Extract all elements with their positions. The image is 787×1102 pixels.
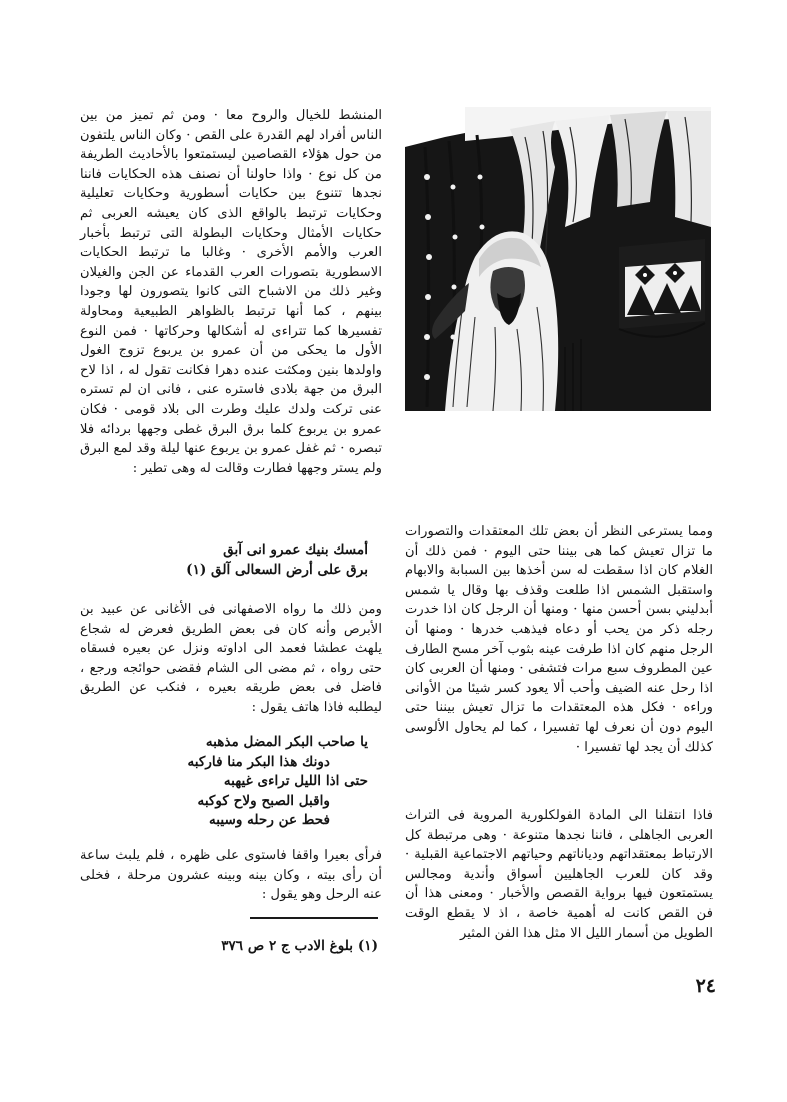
left-column-lower — [80, 600, 382, 718]
poem-1-line-2: برق على أرض السعالى آلق (١) — [186, 561, 368, 578]
footnote: (١) بلوغ الادب ج ٢ ص ٣٧٦ — [221, 938, 378, 954]
poem-2-line-1: يا صاحب البكر المضل مذهبه — [205, 734, 368, 750]
poem-1-line-1: أمسك بنيك عمرو انى آبق — [223, 542, 368, 558]
poem-2-line-2: دونك هذا البكر منا فاركبه — [187, 753, 330, 770]
footnote-divider — [250, 917, 378, 919]
right-column-lower — [405, 806, 713, 943]
poem-2-line-3: حتى اذا الليل تراءى غيهبه — [223, 773, 368, 789]
page-number: ٢٤ — [695, 975, 716, 997]
left-column — [80, 106, 382, 478]
poem-2-line-5: فحط عن رحله وسيبه — [208, 812, 330, 828]
right-column — [405, 522, 713, 757]
poem-2 — [100, 733, 368, 831]
right-paragraph-1: ومما يسترعى النظر أن بعض تلك المعتقدات والتصورات ما تزال تعيش كما هى بيننا حتى اليوم · فمن ذلك أن الغلام كان اذا سقطت له سن أخذها بين السبابة والابهام واستقبل الشمس اذا طلعت وقذف بها وقال يا شمس أبدليني بسن أحسن منها · ومنها أن الرجل كان اذا خدرت رجله ذكر من يحب أو دعاه فيذهب خدرها · ومنها أن الرجل منهم كان اذا طرفت عينه بثوب آخر مسح الطارف عين المطروف سبع مرات فتشفى · ومنها أن العربى كان اذا رحل عنه الضيف وأحب ألا يعود كسر شيئا من الأوانى وراءه · فكل هذه المعتقدات ما تزال تعيش بيننا حتى اليوم دون أن نعرف لها تفسيرا ، كما لم يحاول الألوسى كذلك أن يجد لها تفسيرا · — [405, 524, 713, 755]
left-paragraph-3: فرأى بعيرا واقفا فاستوى على ظهره ، فلم يلبث ساعة أن رأى بيته ، وكان بينه وبينه عشرون مرحلة ، فخلى عنه الرحل وهو يقول : — [80, 848, 382, 903]
left-paragraph-2: ومن ذلك ما رواه الاصفهانى فى الأغانى عن عبيد بن الأبرص وأنه كان فى بعض الطريق فعرض له شجاع يلهث عطشا فعمد الى اداوته ونزل عن بعيره فسقاه حتى رواه ، ثم مضى الى الشام فقضى حوائجه ورجع ، فاضل فى بعض طريقه بعيره ، فنكب عن الطريق ليطلبه فاذا هاتف يقول : — [80, 602, 382, 715]
poem-1 — [100, 541, 368, 580]
right-paragraph-2: فاذا انتقلنا الى المادة الفولكلورية المروية فى التراث العربى الجاهلى ، فاننا نجدها متنوعة · وهى مرتبطة كل الارتباط بمعتقداتهم ودياناتهم وحياتهم الاجتماعية القبلية · وقد كان للعرب الجاهليين أسواق وأندية ومجالس يستمتعون فيها برواية القصص والأخبار · ومعنى هذا أن فن القص كانت له أهمية خاصة ، اذ لا يقطع الوقت الطويل من أسمار الليل الا مثل هذا الفن المثير — [405, 808, 713, 941]
left-column-bottom — [80, 846, 382, 905]
illustration-robed-figure — [405, 107, 711, 411]
left-paragraph-1: المنشط للخيال والروح معا · ومن ثم تميز من بين الناس أفراد لهم القدرة على القص · وكان الناس يلتفون من حول هؤلاء القصاصين ليستمتعوا بالأحاديث الطريفة من كل نوع · واذا حاولنا أن نصنف هذه الحكايات فاننا نجدها تتنوع بين حكايات أسطورية وحكايات تعليلية وحكايات ترتبط بالواقع الذى كان يعيشه العربى ثم حكايات الأمثال وحكايات البطولة التى ترتبط بأخبار العرب والأمم الأخرى · وغالبا ما ترتبط الحكايات الاسطورية بتصورات العرب القدماء عن الجن والغيلان وغير ذلك من الاشباح التى كانوا يتصورون لها وجودا بينهم ، كما أنها ترتبط بالظواهر الطبيعية ومحاولة تفسيرها كما تتراءى له أشكالها وحركاتها · فمن النوع الأول ما يحكى من أن عمرو بن يربوع تزوج الغول واولدها بنين ومكثت عنده دهرا فكانت تقول له ، اذا لاح البرق من جهة بلادى فاستره عنى ، فانى ان لم تستره عنى تركت ولدك عليك وطرت الى بلاد قومى · فكان عمرو بن يربوع كلما برق البرق غطى وجهها بردائه فلا تبصره · ثم غفل عمرو بن يربوع عنها ليلة وقد لمع البرق ولم يستر وجهها فطارت وقالت له وهى تطير : — [80, 108, 382, 476]
poem-2-line-4: واقبل الصبح ولاح كوكبه — [197, 792, 330, 809]
